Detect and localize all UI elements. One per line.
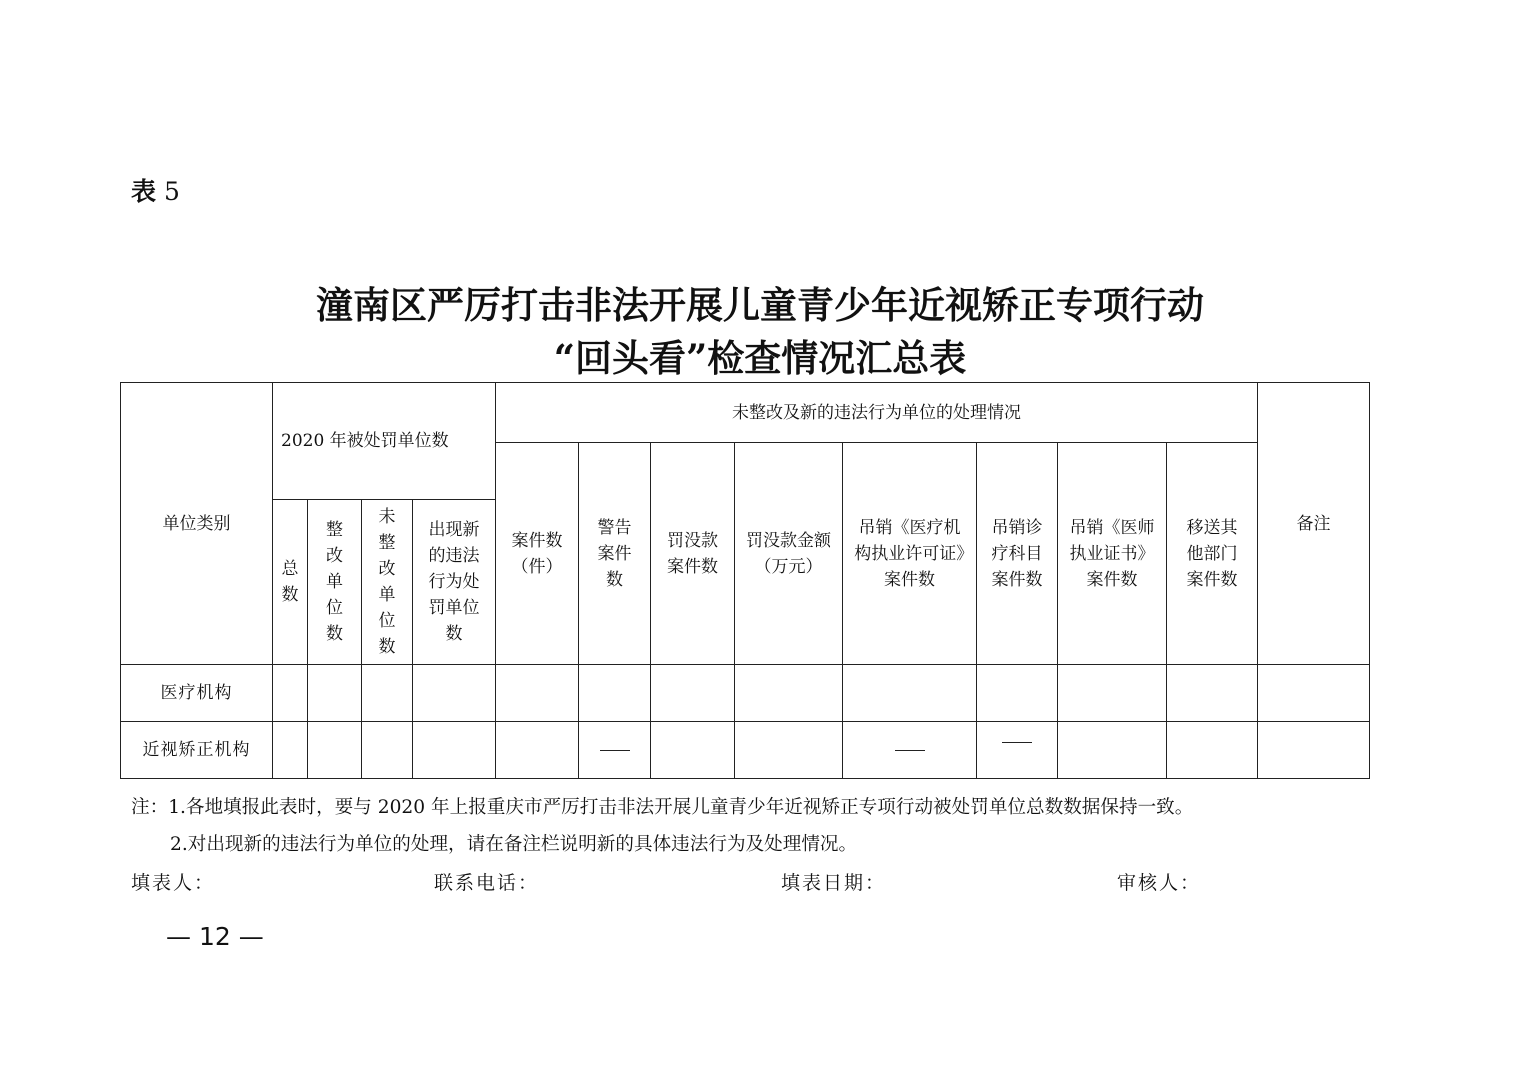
cell-not-applicable bbox=[977, 722, 1058, 779]
cell[interactable] bbox=[362, 665, 413, 722]
header-fine-cases: 罚没款案件数 bbox=[651, 443, 735, 665]
header-unrectified: 未整改单位数 bbox=[362, 500, 413, 665]
header-remarks: 备注 bbox=[1258, 383, 1370, 665]
cell[interactable] bbox=[651, 665, 735, 722]
header-fine-amount: 罚没款金额（万元） bbox=[735, 443, 843, 665]
cell[interactable] bbox=[273, 722, 308, 779]
cell[interactable] bbox=[413, 722, 496, 779]
reviewer-label: 审核人： bbox=[1117, 872, 1202, 894]
cell[interactable] bbox=[413, 665, 496, 722]
header-revoke-license: 吊销《医疗机构执业许可证》案件数 bbox=[843, 443, 977, 665]
cell[interactable] bbox=[1058, 665, 1167, 722]
header-unit-type: 单位类别 bbox=[121, 383, 273, 665]
table-number-prefix: 表 bbox=[131, 177, 157, 206]
document-title-line2: “回头看”检查情况汇总表 bbox=[553, 336, 967, 380]
cell[interactable] bbox=[308, 722, 362, 779]
header-revoke-physician: 吊销《医师执业证书》案件数 bbox=[1058, 443, 1167, 665]
cell[interactable] bbox=[1258, 665, 1370, 722]
header-new-violation: 出现新的违法行为处罚单位数 bbox=[413, 500, 496, 665]
note-2: 2.对出现新的违法行为单位的处理，请在备注栏说明新的具体违法行为及处理情况。 bbox=[170, 834, 858, 855]
cell[interactable] bbox=[735, 665, 843, 722]
header-handling-status: 未整改及新的违法行为单位的处理情况 bbox=[496, 383, 1258, 443]
cell[interactable] bbox=[496, 665, 579, 722]
header-transfer-cases: 移送其他部门案件数 bbox=[1167, 443, 1258, 665]
filler-label: 填表人： bbox=[131, 872, 216, 894]
header-revoke-subject: 吊销诊疗科目案件数 bbox=[977, 443, 1058, 665]
table-number bbox=[131, 172, 180, 208]
cell-not-applicable bbox=[843, 722, 977, 779]
dash-mark bbox=[895, 750, 925, 751]
dash-mark bbox=[1002, 742, 1032, 743]
header-cases: 案件数（件） bbox=[496, 443, 579, 665]
header-total: 总数 bbox=[273, 500, 308, 665]
dash-mark bbox=[600, 750, 630, 751]
cell[interactable] bbox=[496, 722, 579, 779]
cell-not-applicable bbox=[579, 722, 651, 779]
header-rectified: 整改单位数 bbox=[308, 500, 362, 665]
cell[interactable] bbox=[1258, 722, 1370, 779]
cell[interactable] bbox=[977, 665, 1058, 722]
cell[interactable] bbox=[1167, 722, 1258, 779]
summary-table bbox=[120, 382, 1370, 779]
cell[interactable] bbox=[273, 665, 308, 722]
cell[interactable] bbox=[579, 665, 651, 722]
note-1: 注：1.各地填报此表时，要与 2020 年上报重庆市严厉打击非法开展儿童青少年近视矫正专项行动被处罚单位总数数据保持一致。 bbox=[131, 797, 1194, 818]
cell[interactable] bbox=[362, 722, 413, 779]
cell[interactable] bbox=[843, 665, 977, 722]
cell[interactable] bbox=[308, 665, 362, 722]
table-number-value: 5 bbox=[163, 177, 180, 206]
cell[interactable] bbox=[735, 722, 843, 779]
table-row bbox=[121, 722, 1370, 779]
row-label-myopia: 近视矫正机构 bbox=[121, 722, 273, 779]
page-number: — 12 — bbox=[166, 922, 264, 951]
cell[interactable] bbox=[651, 722, 735, 779]
phone-label: 联系电话： bbox=[434, 872, 540, 894]
header-warning-cases: 警告案件数 bbox=[579, 443, 651, 665]
header-2020-penalized: 2020 年被处罚单位数 bbox=[273, 383, 496, 500]
document-title-line1: 潼南区严厉打击非法开展儿童青少年近视矫正专项行动 bbox=[316, 283, 1204, 327]
table-row bbox=[121, 665, 1370, 722]
date-label: 填表日期： bbox=[781, 872, 887, 894]
row-label-medical: 医疗机构 bbox=[121, 665, 273, 722]
cell[interactable] bbox=[1167, 665, 1258, 722]
cell[interactable] bbox=[1058, 722, 1167, 779]
